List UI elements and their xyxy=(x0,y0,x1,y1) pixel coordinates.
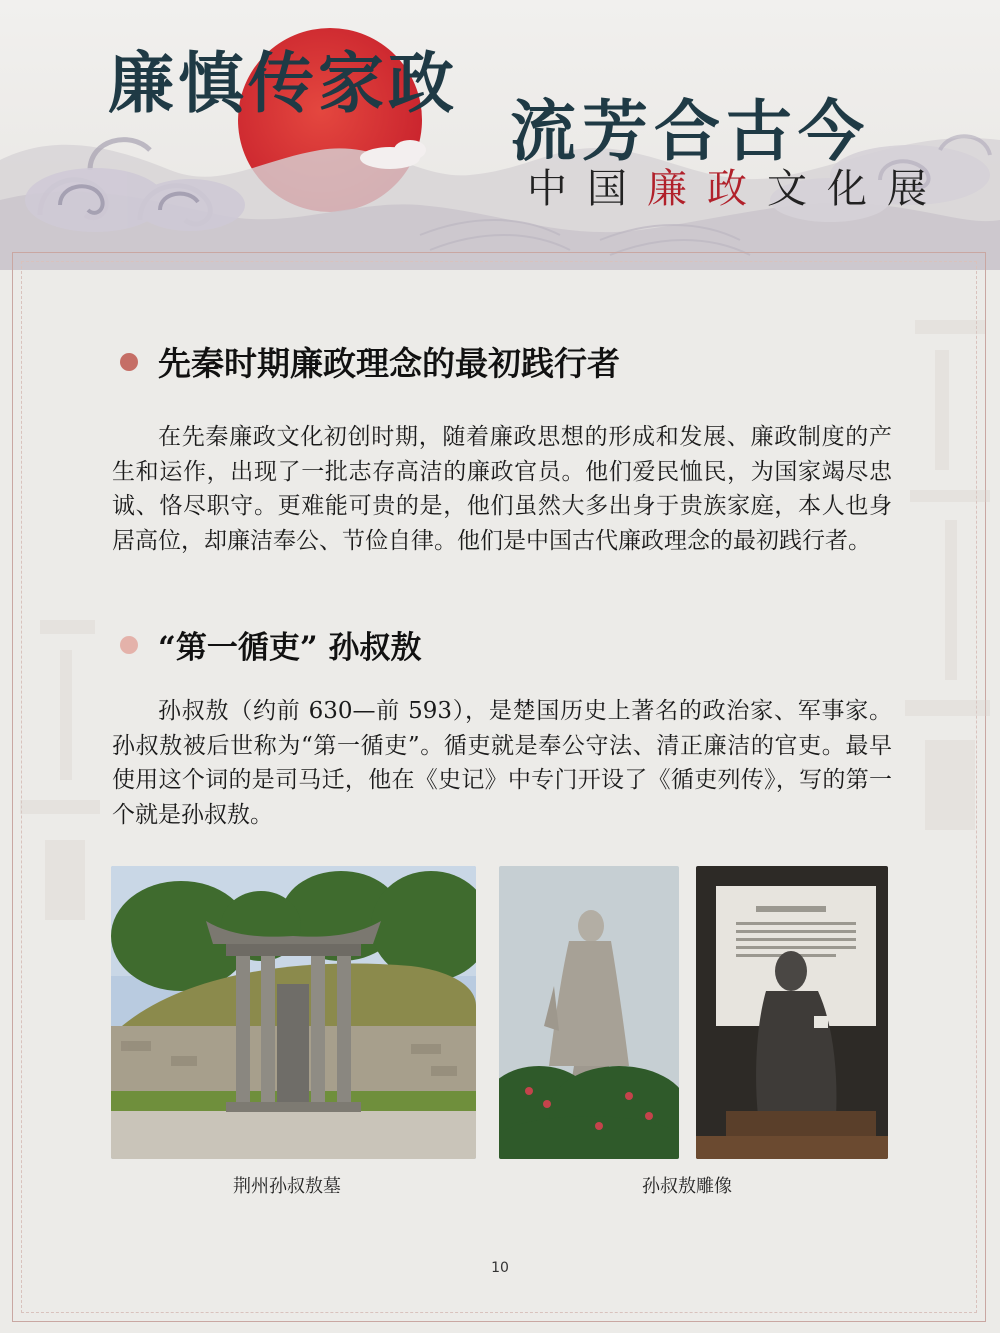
page-number: 10 xyxy=(491,1260,509,1276)
statue-outdoor-photo xyxy=(499,866,679,1159)
section-heading-row xyxy=(120,338,620,385)
photo-caption: 孙叔敖雕像 xyxy=(642,1176,732,1197)
tag-char: 政 xyxy=(707,166,747,212)
exhibition-tag xyxy=(522,166,932,212)
header-banner xyxy=(0,0,1000,270)
tag-char: 中 xyxy=(527,166,567,212)
statue-museum-photo xyxy=(696,866,888,1159)
tag-char: 国 xyxy=(587,166,627,212)
bullet-dot xyxy=(120,636,138,654)
background-calligraphy xyxy=(20,620,110,944)
tag-char: 化 xyxy=(827,166,867,212)
tag-char: 文 xyxy=(767,166,807,212)
section-heading-row xyxy=(120,622,421,667)
banner-title-main: 廉慎传家政 xyxy=(108,44,458,122)
tag-char: 廉 xyxy=(647,166,687,212)
section-heading: “第一循吏” 孙叔敖 xyxy=(158,630,422,666)
body-paragraph: 在先秦廉政文化初创时期，随着廉政思想的形成和发展、廉政制度的产生和运作，出现了一批志存高洁的廉政官员。他们爱民恤民，为国家竭尽忠诚、恪尽职守。更难能可贵的是，他们虽然大多出身于贵族家庭，本人也身居高位，却廉洁奉公、节俭自律。他们是中国古代廉政理念的最初践行者。 xyxy=(112,424,892,554)
photo-caption: 荆州孙叔敖墓 xyxy=(233,1176,341,1197)
tag-char: 展 xyxy=(887,166,927,212)
banner-title-sub: 流芳合古今 xyxy=(510,92,870,170)
tomb-photo xyxy=(111,866,476,1159)
section-heading: 先秦时期廉政理念的最初践行者 xyxy=(158,344,620,383)
body-paragraph: 孙叔敖（约前 630—前 593），是楚国历史上著名的政治家、军事家。孙叔敖被后世称为“第一循吏”。循吏就是奉公守法、清正廉洁的官吏。最早使用这个词的是司马迁，他在《史记》中专门开设了《循吏列传》，写的第一个就是孙叔敖。 xyxy=(112,698,892,828)
background-calligraphy xyxy=(905,300,995,889)
bullet-dot xyxy=(120,353,138,371)
